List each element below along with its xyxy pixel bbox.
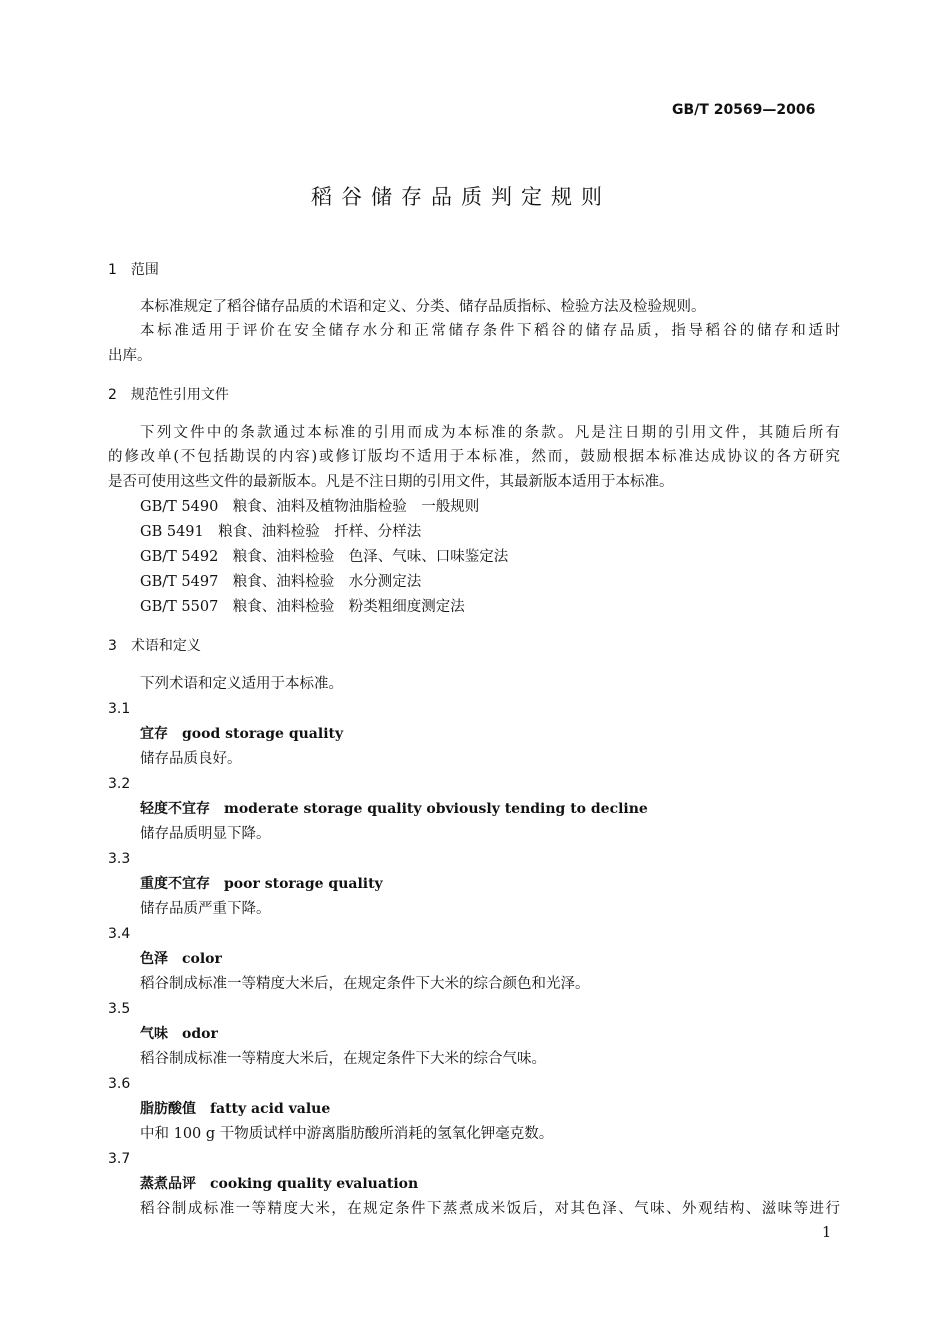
term-title: 气味 odor: [140, 1026, 218, 1042]
term-title: 宜存 good storage quality: [140, 726, 344, 742]
paragraph-line: 本标准规定了稻谷储存品质的术语和定义、分类、储存品质指标、检验方法及检验规则。: [140, 299, 706, 315]
term-definition: 稻谷制成标准一等精度大米后，在规定条件下大米的综合气味。: [140, 1051, 546, 1067]
section-heading: 1 范围: [108, 262, 159, 278]
document-title: 稻谷储存品质判定规则: [311, 185, 611, 209]
term-number: 3.2: [108, 776, 131, 792]
term-title: 脂肪酸值 fatty acid value: [140, 1101, 331, 1117]
paragraph-line: 下列术语和定义适用于本标准。: [140, 676, 343, 692]
page-number: 1: [822, 1225, 832, 1241]
term-definition: 稻谷制成标准一等精度大米后，在规定条件下大米的综合颜色和光泽。: [140, 976, 590, 992]
term-number: 3.1: [108, 701, 131, 717]
term-definition: 中和 100 g 干物质试样中游离脂肪酸所消耗的氢氧化钾毫克数。: [140, 1126, 554, 1142]
term-definition: 稻谷制成标准一等精度大米，在规定条件下蒸煮成米饭后，对其色泽、气味、外观结构、滋味等进行: [140, 1201, 840, 1217]
section-heading: 2 规范性引用文件: [108, 387, 229, 403]
term-number: 3.3: [108, 851, 131, 867]
term-number: 3.4: [108, 926, 131, 942]
paragraph-line: 是否可使用这些文件的最新版本。凡是不注日期的引用文件，其最新版本适用于本标准。: [108, 474, 674, 490]
reference-item: GB/T 5507 粮食、油料检验 粉类粗细度测定法: [140, 599, 465, 615]
term-title: 蒸煮品评 cooking quality evaluation: [140, 1176, 419, 1192]
term-definition: 储存品质良好。: [140, 751, 242, 767]
reference-item: GB/T 5492 粮食、油料检验 色泽、气味、口味鉴定法: [140, 549, 509, 565]
reference-item: GB/T 5490 粮食、油料及植物油脂检验 一般规则: [140, 499, 480, 515]
term-number: 3.7: [108, 1151, 131, 1167]
reference-item: GB/T 5497 粮食、油料检验 水分测定法: [140, 574, 422, 590]
term-number: 3.6: [108, 1076, 131, 1092]
standard-number: GB/T 20569—2006: [672, 102, 816, 118]
section-heading: 3 术语和定义: [108, 638, 201, 654]
reference-item: GB 5491 粮食、油料检验 扦样、分样法: [140, 524, 422, 540]
term-title: 轻度不宜存 moderate storage quality obviously tending to decline: [140, 801, 648, 817]
term-title: 色泽 color: [140, 951, 222, 967]
term-definition: 储存品质严重下降。: [140, 901, 271, 917]
term-definition: 储存品质明显下降。: [140, 826, 271, 842]
paragraph-line: 出库。: [108, 348, 152, 364]
paragraph-line: 下列文件中的条款通过本标准的引用而成为本标准的条款。凡是注日期的引用文件，其随后所有: [140, 425, 840, 441]
term-number: 3.5: [108, 1001, 131, 1017]
paragraph-line: 的修改单(不包括勘误的内容)或修订版均不适用于本标准，然而，鼓励根据本标准达成协议的各方研究: [108, 449, 840, 465]
paragraph-line: 本标准适用于评价在安全储存水分和正常储存条件下稻谷的储存品质，指导稻谷的储存和适时: [140, 323, 840, 339]
term-title: 重度不宜存 poor storage quality: [140, 876, 383, 892]
